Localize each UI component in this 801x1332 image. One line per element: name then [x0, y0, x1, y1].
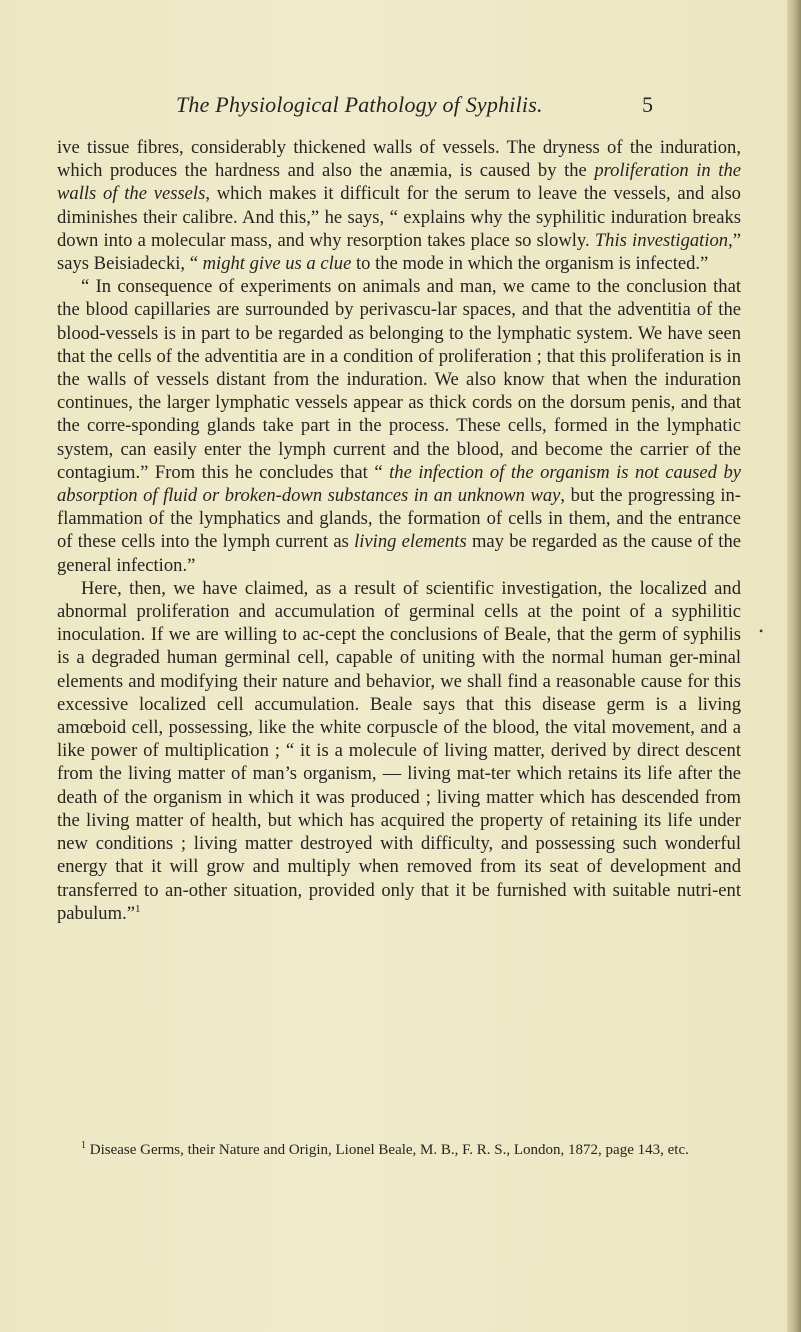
paragraph: [57, 577, 741, 925]
text-run: , which makes it difficult for the serum to leave the vessels, and also diminishes their calibre. And this,” he says, “ explains why the syphilitic induration breaks down into a molecular mass, and why resorption takes place so slowly.: [57, 183, 741, 251]
footnote-number: 1: [81, 1140, 86, 1151]
paragraph: [57, 136, 741, 275]
text-run: ,” says Beisiadecki, “: [57, 229, 742, 275]
page-number: 5: [642, 92, 653, 117]
italic-phrase: living elements: [354, 531, 467, 553]
page-edge-shadow: [787, 0, 801, 1332]
margin-mark: •: [759, 624, 764, 638]
text-run: Here, then, we have claimed, as a result of scientific investigation, the localized and abnormal proliferation and accumulation of germinal cells at the point of a syphilitic inoculation. If we are willing to ac-cept the conclusions of Beale, that the germ of syphilis is a degraded human germinal cell, capable of uniting with the normal human ger-minal elements and modifying their nature and behavior, we shall find a reasonable cause for this excessive localized cell accumulation. Beale says that this disease germ is a living amœboid cell, possessing, like the white corpuscle of the blood, the vital movement, and a like power of multiplication ; “ it is a molecule of living matter, derived by direct descent from the living matter of man’s organism, — living mat-ter which retains its life after the death of the organism in which it was produced ; living matter which has descended from the living matter of health, but which has acquired the property of retaining its life under new conditions ; living matter destroyed with difficulty, and possessing such wonderful energy that it will grow and multiply when removed from its seat of development and transferred to an-other situation, provided only that it be furnished with suitable nutri-ent pabulum.”: [57, 577, 741, 924]
italic-phrase: This investigation: [594, 229, 729, 251]
italic-phrase: the infection of the organism is not caused by absorption of fluid or broken-down substances in an unknown way: [57, 461, 741, 507]
italic-phrase: might give us a clue: [202, 253, 352, 275]
text-run: , but the progressing in-flammation of the lymphatics and glands, the formation of cells in them, and the entrance of these cells into the lymph current as: [57, 485, 741, 553]
footnote: [57, 1140, 741, 1160]
text-run: to the mode in which the organism is infected.”: [351, 253, 709, 275]
body-text: [57, 136, 741, 925]
text-run: ive tissue fibres, considerably thickened walls of vessels. The dryness of the induration, which produces the hardness and also the anæmia, is caused by the: [57, 137, 741, 182]
running-head: The Physiological Pathology of Syphilis.: [176, 92, 543, 117]
footnote-marker: 1: [134, 902, 141, 915]
text-run: “ In consequence of experiments on animals and man, we came to the conclusion that the blood capillaries are surrounded by perivascu-lar spaces, and that the adventitia of the blood-vessels is in part to be regarded as belonging to the lymphatic system. We have seen that the cells of the adventitia are in a condition of proliferation ; that this proliferation is in the walls of vessels distant from the induration. We also know that when the induration continues, the larger lymphatic vessels appear as thick cords on the dorsum penis, and that the corre-sponding glands take part in the process. These cells, formed in the lymphatic system, can easily enter the lymph current and the blood, and become the carrier of the contagium.” From this he concludes that “: [57, 276, 741, 483]
italic-phrase: proliferation in the walls of the vessels: [57, 160, 741, 205]
text-run: may be regarded as the cause of the general infection.”: [57, 531, 742, 576]
paragraph: [57, 275, 741, 577]
footnote-text: Disease Germs, their Nature and Origin, Lionel Beale, M. B., F. R. S., London, 1872, page 143, etc.: [89, 1142, 689, 1158]
page-header: [0, 92, 801, 122]
